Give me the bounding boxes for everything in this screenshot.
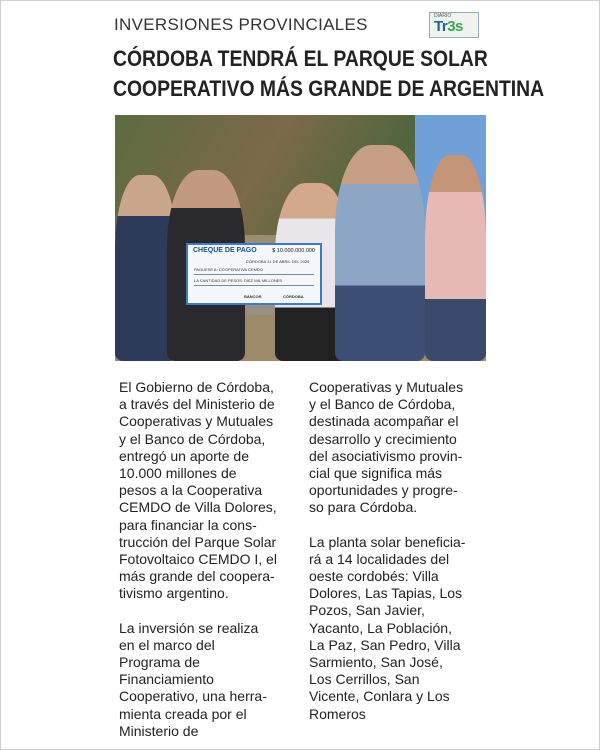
newspaper-logo[interactable] — [429, 12, 479, 38]
text-line: oportunidades y progre- — [309, 482, 458, 499]
text-line: Dolores, Las Tapias, Los — [309, 585, 463, 602]
logo-wordmark — [434, 18, 463, 35]
text-line: El Gobierno de Córdoba, — [119, 379, 274, 395]
check-amount: $ 10.000.000.000 — [272, 248, 315, 254]
text-line: Vicente, Conlara y Los — [309, 688, 450, 705]
text-line: Financiamiento — [119, 671, 214, 688]
logo-main: Tr — [434, 18, 448, 35]
text-line: cial que significa más — [309, 465, 443, 482]
check-bank: BANCOR — [244, 294, 262, 299]
text-line: para financiar la cons- — [119, 516, 257, 533]
check-title: CHEQUE DE PAGO — [193, 247, 257, 254]
text-line: mienta creada por el — [119, 705, 247, 722]
text-line: La Paz, San Pedro, Villa — [309, 636, 461, 653]
headline-line-1: CÓRDOBA TENDRÁ EL PARQUE SOLAR — [113, 46, 488, 71]
text-line: más grande del coopera- — [119, 568, 275, 585]
logo-kicker: DIARIO — [434, 13, 452, 19]
person-4 — [335, 145, 425, 361]
text-line: CEMDO de Villa Dolores, — [119, 499, 277, 516]
check-payee: PAGUESE A: COOPERATIVA CEMDO — [194, 267, 263, 272]
body-column-1 — [119, 379, 277, 740]
text-line: Sarmiento, San José, — [309, 654, 443, 671]
check-place: CÓRDOBA 21 DE ABRIL DEL 2025 — [246, 259, 310, 264]
text-line: destinada acompañar el — [309, 413, 459, 430]
text-line: Ministerio de — [119, 722, 199, 739]
text-line: del asociativismo provin- — [309, 447, 463, 464]
check-words: LA CANTIDAD DE PESOS: DIEZ MIL MILLONES — [194, 278, 283, 283]
check-gov: CÓRDOBA — [283, 294, 304, 299]
text-line: oeste cordobés: Villa — [309, 568, 439, 585]
text-line: Romeros — [309, 705, 366, 722]
text-line: rá a 14 localidades del — [309, 550, 450, 567]
text-line: y el Banco de Córdoba, — [119, 430, 266, 447]
text-line: y el Banco de Córdoba, — [309, 396, 456, 413]
text-line: Cooperativas y Mutuales — [309, 379, 464, 395]
text-line: Fotovoltaico CEMDO I, el — [119, 551, 277, 568]
body-column-2 — [309, 379, 465, 723]
text-line: Pozos, San Javier, — [309, 602, 425, 619]
text-line: so para Córdoba. — [309, 499, 418, 516]
text-line: trucción del Parque Solar — [119, 533, 277, 550]
text-line: tivismo argentino. — [119, 585, 229, 602]
section-title: INVERSIONES PROVINCIALES — [114, 15, 368, 34]
text-line: Los Cerrillos, San — [309, 671, 420, 688]
text-line: 10.000 millones de — [119, 465, 237, 482]
text-line: Programa de — [119, 654, 200, 671]
text-line: Cooperativo, una herra- — [119, 688, 267, 705]
headline-line-2: COOPERATIVO MÁS GRANDE DE ARGENTINA — [113, 76, 545, 101]
text-line: La inversión se realiza — [119, 619, 259, 636]
text-line: desarrollo y crecimiento — [309, 430, 457, 447]
text-line: pesos a la Cooperativa — [119, 482, 263, 499]
text-line: entregó un aporte de — [119, 447, 249, 464]
text-line: La planta solar beneficia- — [309, 533, 466, 550]
text-line: en el marco del — [119, 636, 215, 653]
text-line: a través del Ministerio de — [119, 396, 275, 413]
text-line: Cooperativas y Mutuales — [119, 413, 274, 430]
headline — [113, 44, 545, 104]
ceremonial-check — [186, 243, 322, 305]
person-5 — [425, 155, 486, 361]
article-photo — [115, 115, 486, 361]
text-line: Yacanto, La Población, — [309, 619, 452, 636]
logo-accent: 3s — [447, 18, 463, 35]
